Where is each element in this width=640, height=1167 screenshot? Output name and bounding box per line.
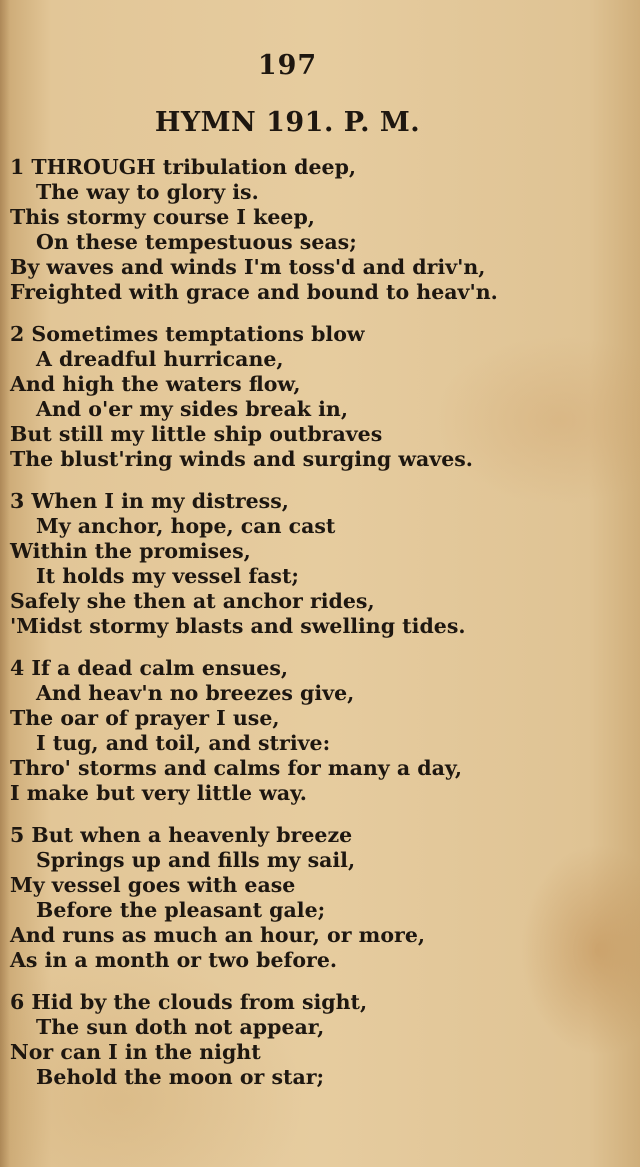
page-edge-shadow — [0, 0, 10, 1167]
verse-line: I make but very little way. — [10, 781, 307, 805]
verse-line: By waves and winds I'm toss'd and driv'n, — [10, 255, 486, 279]
verse-line: On these tempestuous seas; — [36, 230, 357, 254]
verse-line: My vessel goes with ease — [10, 873, 296, 897]
stanza-4 — [10, 656, 620, 806]
verse-line: 4 If a dead calm ensues, — [10, 656, 288, 680]
verse-line: As in a month or two before. — [10, 948, 337, 972]
verse-line: And o'er my sides break in, — [36, 397, 348, 421]
verse-line: Nor can I in the night — [10, 1040, 261, 1064]
verse-line: But still my little ship outbraves — [10, 422, 383, 446]
stanza-2 — [10, 322, 620, 472]
verse-line: 1 THROUGH tribulation deep, — [10, 155, 357, 179]
verse-line: And heav'n no breezes give, — [36, 681, 355, 705]
verse-line: Thro' storms and calms for many a day, — [10, 756, 462, 780]
verse-line: Springs up and fills my sail, — [36, 848, 356, 872]
verse-line: A dreadful hurricane, — [36, 347, 284, 371]
hymn-title: HYMN 191. P. M. — [154, 107, 421, 138]
verse-line: And runs as much an hour, or more, — [10, 923, 425, 947]
verse-line: And high the waters flow, — [10, 372, 301, 396]
stanza-5 — [10, 823, 620, 973]
verse-line: 5 But when a heavenly breeze — [10, 823, 353, 847]
verse-line: Within the promises, — [10, 539, 251, 563]
hymn-verses — [10, 155, 620, 1107]
stanza-6 — [10, 990, 620, 1090]
verse-line: My anchor, hope, can cast — [36, 514, 336, 538]
verse-line: 3 When I in my distress, — [10, 489, 289, 513]
verse-line: Freighted with grace and bound to heav'n. — [10, 280, 498, 304]
page-number: 197 — [257, 50, 318, 81]
verse-line: Behold the moon or star; — [36, 1065, 325, 1089]
verse-line: Safely she then at anchor rides, — [10, 589, 375, 613]
verse-line: The sun doth not appear, — [36, 1015, 325, 1039]
verse-line: I tug, and toil, and strive: — [36, 731, 331, 755]
verse-line: 2 Sometimes temptations blow — [10, 322, 365, 346]
verse-line: This stormy course I keep, — [10, 205, 315, 229]
verse-line: The oar of prayer I use, — [10, 706, 280, 730]
verse-line: Before the pleasant gale; — [36, 898, 326, 922]
verse-line: The way to glory is. — [36, 180, 259, 204]
stanza-3 — [10, 489, 620, 639]
verse-line: It holds my vessel fast; — [36, 564, 299, 588]
verse-line: 6 Hid by the clouds from sight, — [10, 990, 368, 1014]
stanza-1 — [10, 155, 620, 305]
verse-line: 'Midst stormy blasts and swelling tides. — [10, 614, 466, 638]
verse-line: The blust'ring winds and surging waves. — [10, 447, 473, 471]
